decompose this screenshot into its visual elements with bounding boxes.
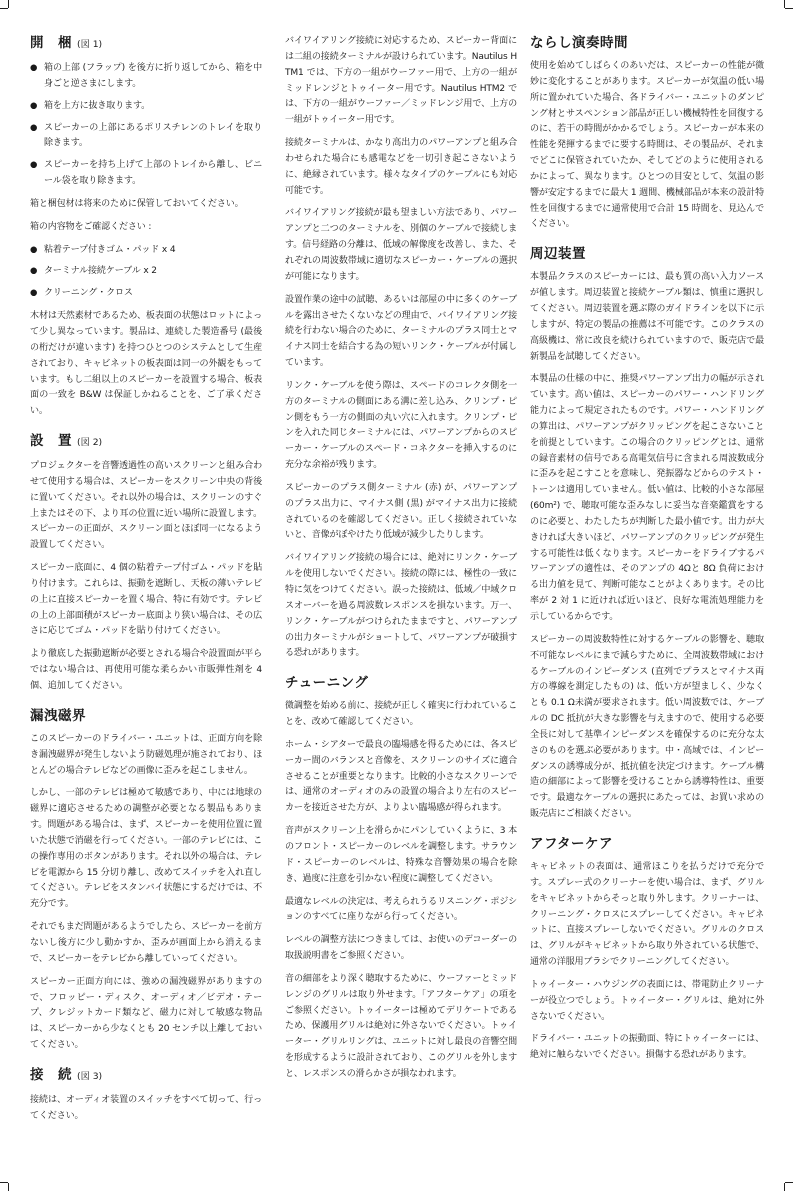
- figure-ref: (図 2): [77, 437, 103, 449]
- connection-heading: 接 続 (図 3): [30, 1066, 103, 1083]
- crop-mark: [8, 1183, 9, 1191]
- list-item: ● 粘着テープ付きゴム・パッド x 4: [30, 243, 262, 259]
- installation-heading: 設 置 (図 2): [30, 433, 103, 450]
- paragraph: スピーカー底面に、4 個の粘着テープ付ゴム・パッドを貼り付けます。これらは、振動を遮断し、天板の薄いテレビの上に直接スピーカーを置く場合、特に有効です。テレビの上の上部面積がスピーカー底面より狭い場合は、その広さに応じてゴム・パッドを貼り付けてください。: [30, 563, 262, 637]
- paragraph: このスピーカーのドライバー・ユニットは、正面方向を除き漏洩磁界が発生しないよう防磁処理が施されており、ほとんどの場合テレビなどの画像に歪みを起こしません。: [30, 733, 262, 776]
- paragraph: スピーカーの周波数特性に対するケーブルの影響を、聴取不可能なレベルにまで減らすために、全周波数帯域におけるケーブルのインピーダンス (直列でプラスとマイナス両方の導線を測定したもの) は、低い方が望ましく、少なくとも 0.1 Ω未満が要求されます。低い周波数では、ケーブルの DC 抵抗が大きな影響を与えますので、使用する必要全長に対して基準インピーダンスを確保するのに充分な太さのものを選ぶ必要があります。中・高域では、インピーダンスの誘導成分が、抵抗値を決定づけます。ケーブル構造の細部によって影響を受けることから誘導特性は、重要です。最適なケーブルの選択にあたっては、お買い求めの販売店にご相談ください。: [530, 634, 764, 820]
- paragraph: スピーカー正面方向には、強めの漏洩磁界がありますので、フロッピー・ディスク、オーディオ／ビデオ・テープ、クレジットカード類など、磁力に対して敏感な物品は、スピーカーから少なくとも 20 センチ以上離しておいてください。: [30, 976, 262, 1051]
- paragraph: 接続ターミナルは、かなり高出力のパワーアンプと組み合わせられた場合にも感電などを一切引き起こさないように、絶縁されています。様々なタイプのケーブルにも対応可能です。: [285, 138, 517, 196]
- crop-mark: [785, 8, 793, 9]
- peripherals-heading: 周辺装置: [530, 246, 586, 263]
- crop-mark: [784, 0, 785, 8]
- crop-mark: [785, 1182, 793, 1183]
- paragraph: 本製品の仕様の中に、推奨パワーアンプ出力の幅が示されています。高い値は、スピーカーのパワー・ハンドリング能力によって規定されたものです。パワー・ハンドリングの算出は、パワーアンプがクリッピングを起こさないことを前提としています。この場合のクリッピングとは、通常の録音素材の信号である高電気信号に含まれる周波数成分に歪みを起こすことを意味し、発振器などからのテスト・トーンは適用していません。低い値は、比較的小さな部屋 (60m²) で、聴取可能な歪みなしに妥当な音楽鑑賞をするのに必要と、わたしたちが判断した最小値です。出力が大きければ大きいほど、パワーアンプのクリッピングが発生する可能性は低くなります。スピーカーをドライブするパワーアンプの適性は、そのアンプの 4Ωと 8Ω 負荷における出力値を見て、判断可能なことがよくあります。その比率が 2 対 1 に近ければ近いほど、良好な電流処理能力を示しているからです。: [530, 374, 764, 622]
- crop-mark: [0, 1182, 8, 1183]
- aftercare-heading: アフターケア: [530, 835, 614, 852]
- paragraph: 箱の内容物をご確認ください :: [30, 221, 152, 232]
- paragraph: 音の細部をより深く聴取するために、ウーファーとミッドレンジのグリルは取り外せます。「アフターケア」の項をご参照ください。トゥイーターは極めてデリケートであるため、保護用グリルは絶対に外さないでください。トゥイーター・グリルリングは、ユニットに対し最良の音響空間を形成するように設計されており、このグリルを外しますと、レスポンスの滑らかさが損なわれます。: [285, 973, 517, 1079]
- crop-mark: [784, 1183, 785, 1191]
- unpacking-steps: [30, 61, 262, 190]
- paragraph: 音声がスクリーン上を滑らかにパンしていくように、3 本のフロント・スピーカーのレベルを調整します。サラウンド・スピーカーのレベルは、特殊な音響効果の場合を除き、過度に注意を引かない程度に調整してください。: [285, 826, 517, 884]
- paragraph: トゥイーター・ハウジングの表面には、帯電防止クリーナーが役立つでしょう。トゥイーター・グリルは、絶対に外さないでください。: [530, 979, 764, 1022]
- crop-mark: [0, 8, 8, 9]
- paragraph: しかし、一部のテレビは極めて敏感であり、中には地球の磁界に適応させるための調整が必要となる製品もあります。問題がある場合は、まず、スピーカーを使用位置に置いた状態で消磁を行ってください。一部のテレビには、この操作専用のボタンがあります。それ以外の場合は、テレビを電源から 15 分切り離し、改めてスイッチを入れ直してください。テレビをスタンバイ状態にするだけでは、不充分です。: [30, 788, 262, 910]
- paragraph: 設置作業の途中の試聴、あるいは部屋の中に多くのケーブルを露出させたくないなどの理由で、バイワイアリング接続を行わない場合のために、ターミナルのプラス同士とマイナス同士を結合する為の短いリンク・ケーブルが付属しています。: [285, 294, 517, 369]
- tuning-heading: チューニング: [285, 675, 369, 692]
- paragraph: スピーカーのプラス側ターミナル (赤) が、パワーアンプのプラス出力に、マイナス側 (黒) がマイナス出力に接続されているのを確認してください。正しく接続されていないと、音像がぼやけたり低域が減少したりします。: [285, 482, 517, 541]
- paragraph: リンク・ケーブルを使う際は、スペードのコレクタ側を一方のターミナルの側面にある溝に差し込み、クリンプ・ピン側をもう一方の側面の丸い穴に入れます。クリンプ・ピンを入れた同じターミナルには、パワーアンプからのスピーカー・ケーブルのスペード・コネクターを挿入するのに充分な余裕が残ります。: [285, 380, 517, 471]
- paragraph: レベルの調整方法につきましては、お使いのデコーダーの取扱説明書をご参照ください。: [285, 935, 517, 962]
- paragraph: 本製品クラスのスピーカーには、最も質の高い入力ソースが値します。周辺装置と接続ケーブル類は、慎重に選択してください。周辺装置を選ぶ際のガイドラインを以下に示しますが、特定の製品の推薦は不可能です。このクラスの高級機は、常に改良を続けられていますので、販売店で最新製品を試聴してください。: [530, 272, 764, 362]
- paragraph: 使用を始めてしばらくのあいだは、スピーカーの性能が微妙に変化することがあります。スピーカーが気温の低い場所に置かれていた場合、各ドライバー・ユニットのダンピング材とサスペンション部品が正しい機械特性を回復するのに、若干の時間がかかるでしょう。スピーカーが本来の性能を発揮するまでに要する時間は、その製品が、それまでどこに保管されていたか、そしてどのように使用されるかによって、異なります。ひとつの目安として、気温の影響が安定するまでに最大 1 週間、機械部品が本来の設計特性を回復するまでに通常使用で合計 15 時間を、見込んでください。: [530, 61, 764, 230]
- column-3: [530, 34, 764, 1071]
- paragraph: バイワイアリング接続の場合には、絶対にリンク・ケーブルを使用しないでください。接続の際には、極性の一致に特に気をつけてください。誤った接続は、低域／中域クロスオーバーを過る周波数レスポンスを損ないます。万一、リンク・ケーブルがつけられたままですと、パワーアンプの出力ターミナルがショートして、パワーアンプが破損する恐れがあります。: [285, 553, 517, 659]
- figure-ref: (図 3): [77, 1070, 103, 1082]
- crop-mark: [8, 0, 9, 8]
- paragraph: バイワイアリング接続が最も望ましい方法であり、パワーアンプと二つのターミナルを、別個のケーブルで接続します。信号経路の分離は、低域の解像度を改善し、また、それぞれの周波数帯域に適切なスピーカー・ケーブルの選択が可能になります。: [285, 208, 517, 282]
- paragraph: 箱と梱包材は将来のために保管しておいてください。: [30, 198, 244, 209]
- paragraph: バイワイアリング接続に対応するため、スピーカー背面には二組の接続ターミナルが設けられています。Nautilus HTM1 では、下方の一組がウーファー用で、上方の一組がミッドレンジとトゥイーター用です。Nautilus HTM2 では、下方の一組がウーファー／ミッドレンジ用で、上方の一組がトゥイーター用です。: [285, 36, 517, 126]
- list-item: ● スピーカーを持ち上げて上部のトレイから離し、ビニール袋を取り除きます。: [30, 158, 262, 190]
- paragraph: キャビネットの表面は、通常ほこりを払うだけで充分です。スプレー式のクリーナーを使い場合は、まず、グリルをキャビネットからそっと取り外します。クリーナーは、クリーニング・クロスにスプレーしてください。キャビネットに、直接スプレーしないでください。グリルのクロスは、グリルがキャビネットから取り外されている状態で、通常の洋服用ブラシでクリーニングしてください。: [530, 861, 764, 968]
- figure-ref: (図 1): [77, 39, 103, 50]
- paragraph: より徹底した振動遮断が必要とされる場合や設置面が平らではない場合は、再使用可能な柔らかい市販弾性剤を 4 個、追加してください。: [30, 649, 262, 691]
- list-item: ● スピーカーの上部にあるポリスチレンのトレイを取り除きます。: [30, 121, 262, 153]
- paragraph: 接続は、オーディオ装置のスイッチをすべて切って、行ってください。: [30, 1094, 262, 1121]
- list-item: ● ターミナル接続ケーブル x 2: [30, 264, 262, 280]
- run-in-heading: ならし演奏時間: [530, 35, 628, 51]
- contents-list: [30, 243, 262, 303]
- paragraph: ドライバー・ユニットの振動面、特にトゥイーターには、絶対に触らないでください。損傷する恐れがあります。: [530, 1034, 764, 1061]
- paragraph: それでもまだ問題があるようでしたら、スピーカーを前方ないし後方に少し動かすか、歪みが画面上から消えるまで、スピーカーをテレビから離していってください。: [30, 922, 262, 964]
- list-item: ● 箱を上方に抜き取ります。: [30, 99, 262, 115]
- column-2: [285, 34, 517, 1090]
- list-item: ● クリーニング・クロス: [30, 286, 262, 302]
- paragraph: 最適なレベルの決定は、考えられうるリスニング・ポジションのすべてに座りながら行ってください。: [285, 896, 517, 923]
- paragraph: プロジェクターを音響透過性の高いスクリーンと組み合わせて使用する場合は、スピーカーをスクリーン中央の背後に置いてください。それ以外の場合は、スクリーンのすぐ上またはその下、より耳の位置に近い場所に設置します。スピーカーの正面が、スクリーン面とほぼ同一になるよう設置してください。: [30, 461, 262, 551]
- magnetic-field-heading: 漏洩磁界: [30, 707, 86, 724]
- paragraph: ホーム・シアターで最良の臨場感を得るためには、各スピーカー間のバランスと音像を、スクリーンのサイズに適合させることが重要となります。比較的小さなスクリーンでは、通常のオーディオのみの設置の場合より左右のスピーカーを接近させた方が、よりよい臨場感が得られます。: [285, 739, 517, 814]
- paragraph: 微調整を始める前に、接続が正しく確実に行われていることを、改めて確認してください。: [285, 701, 517, 728]
- unpacking-heading: 開 梱 (図 1): [30, 35, 103, 51]
- paragraph: 木材は天然素材であるため、板表面の状態はロットによって少し異なっています。製品は、連続した製造番号 (最後の桁だけが違います) を持つひとつのシステムとして生産されており、キャビネットの板表面は同一の外観をもっています。もし二組以上のスピーカーを設置する場合、板表面の一致を B&W は保証しかねることを、ご了承ください。: [30, 311, 262, 417]
- list-item: ● 箱の上部 (フラップ) を後方に折り返してから、箱を中身ごと逆さまにします。: [30, 61, 262, 93]
- column-1: [30, 34, 262, 1132]
